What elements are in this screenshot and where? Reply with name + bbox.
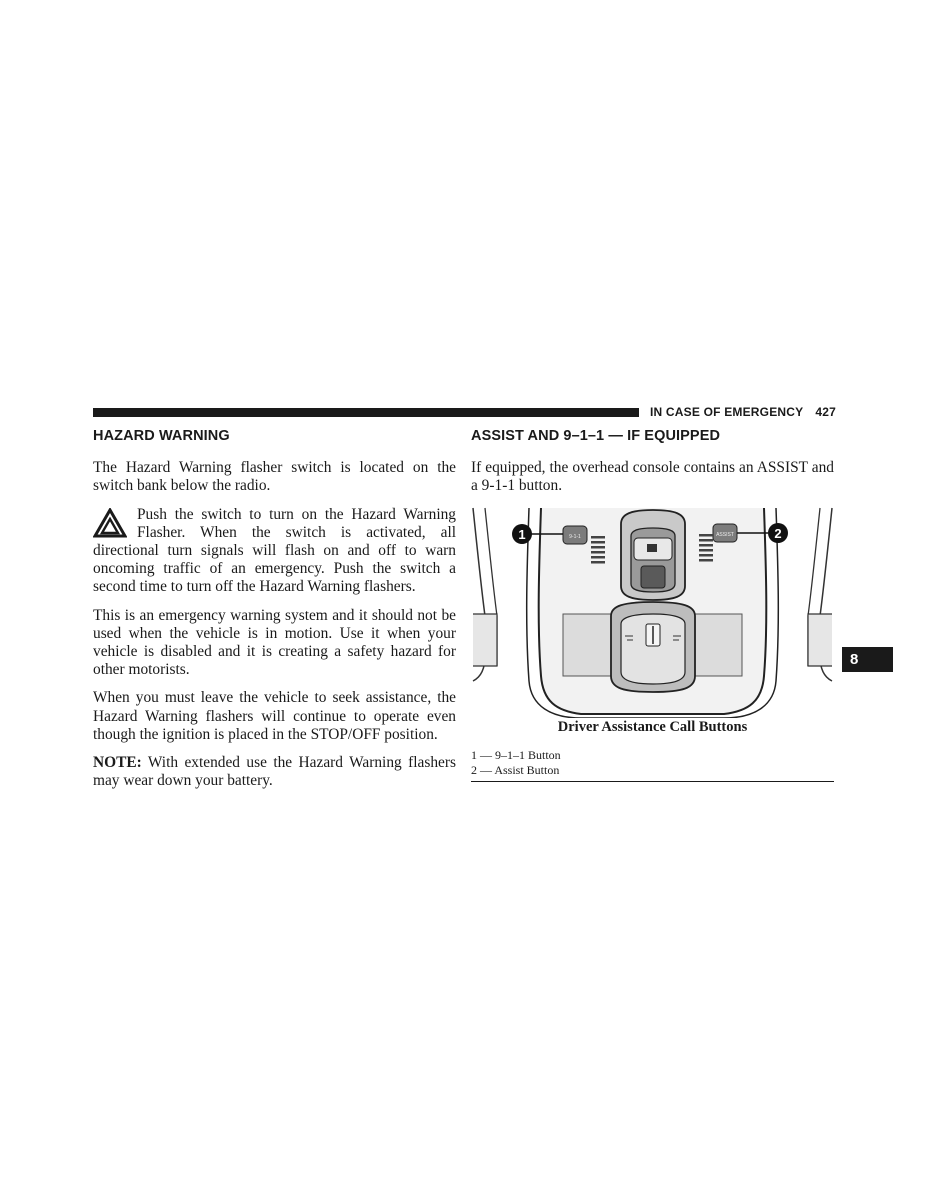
legend-item-2: 2 — Assist Button <box>471 762 560 777</box>
running-header <box>650 405 836 419</box>
callout-1: 1 <box>518 526 526 542</box>
assist-heading: ASSIST AND 9–1–1 — IF EQUIPPED <box>471 428 721 444</box>
legend-item-1: 1 — 9–1–1 Button <box>471 747 561 762</box>
button-assist-label: ASSIST <box>716 531 734 538</box>
hazard-warning-heading: HAZARD WARNING <box>93 428 230 444</box>
note-label: NOTE: <box>93 754 142 772</box>
hazard-para-2: Push the switch to turn on the Hazard Warning Flasher. When the switch is activated, all directional turn signals will flash on and off to warn oncoming traffic of an emergency. Push the switch a second time to turn off the Hazard Warning flashers. <box>93 505 456 596</box>
hazard-para-4: When you must leave the vehicle to seek assistance, the Hazard Warning flashers will continue to operate even though the ignition is placed in the STOP/OFF position. <box>93 689 456 743</box>
overhead-console-drawing <box>471 506 834 718</box>
overhead-console-illustration <box>471 506 834 718</box>
hazard-warning-block <box>93 506 456 597</box>
hazard-note <box>93 754 456 790</box>
button-911-label: 9-1-1 <box>569 533 581 540</box>
assist-para-1: If equipped, the overhead console contains an ASSIST and a 9-1-1 button. <box>471 459 834 495</box>
chapter-tab: 8 <box>842 647 893 672</box>
hazard-para-3: This is an emergency warning system and it should not be used when the vehicle is in motion. Use it when your vehicle is disabled and it is creating a safety hazard for other motorists. <box>93 606 456 679</box>
figure-caption: Driver Assistance Call Buttons <box>557 718 748 735</box>
note-text: With extended use the Hazard Warning flashers may wear down your battery. <box>93 754 456 790</box>
right-column <box>471 427 834 782</box>
page-number: 427 <box>815 405 836 419</box>
section-title: IN CASE OF EMERGENCY <box>650 405 804 419</box>
hazard-para-1: The Hazard Warning flasher switch is located on the switch bank below the radio. <box>93 459 456 495</box>
callout-2: 2 <box>774 525 782 541</box>
header-rule <box>93 408 639 417</box>
legend-rule <box>471 781 834 782</box>
hazard-warning-triangle-icon <box>93 508 127 538</box>
left-column <box>93 427 456 800</box>
figure-legend <box>471 748 834 782</box>
